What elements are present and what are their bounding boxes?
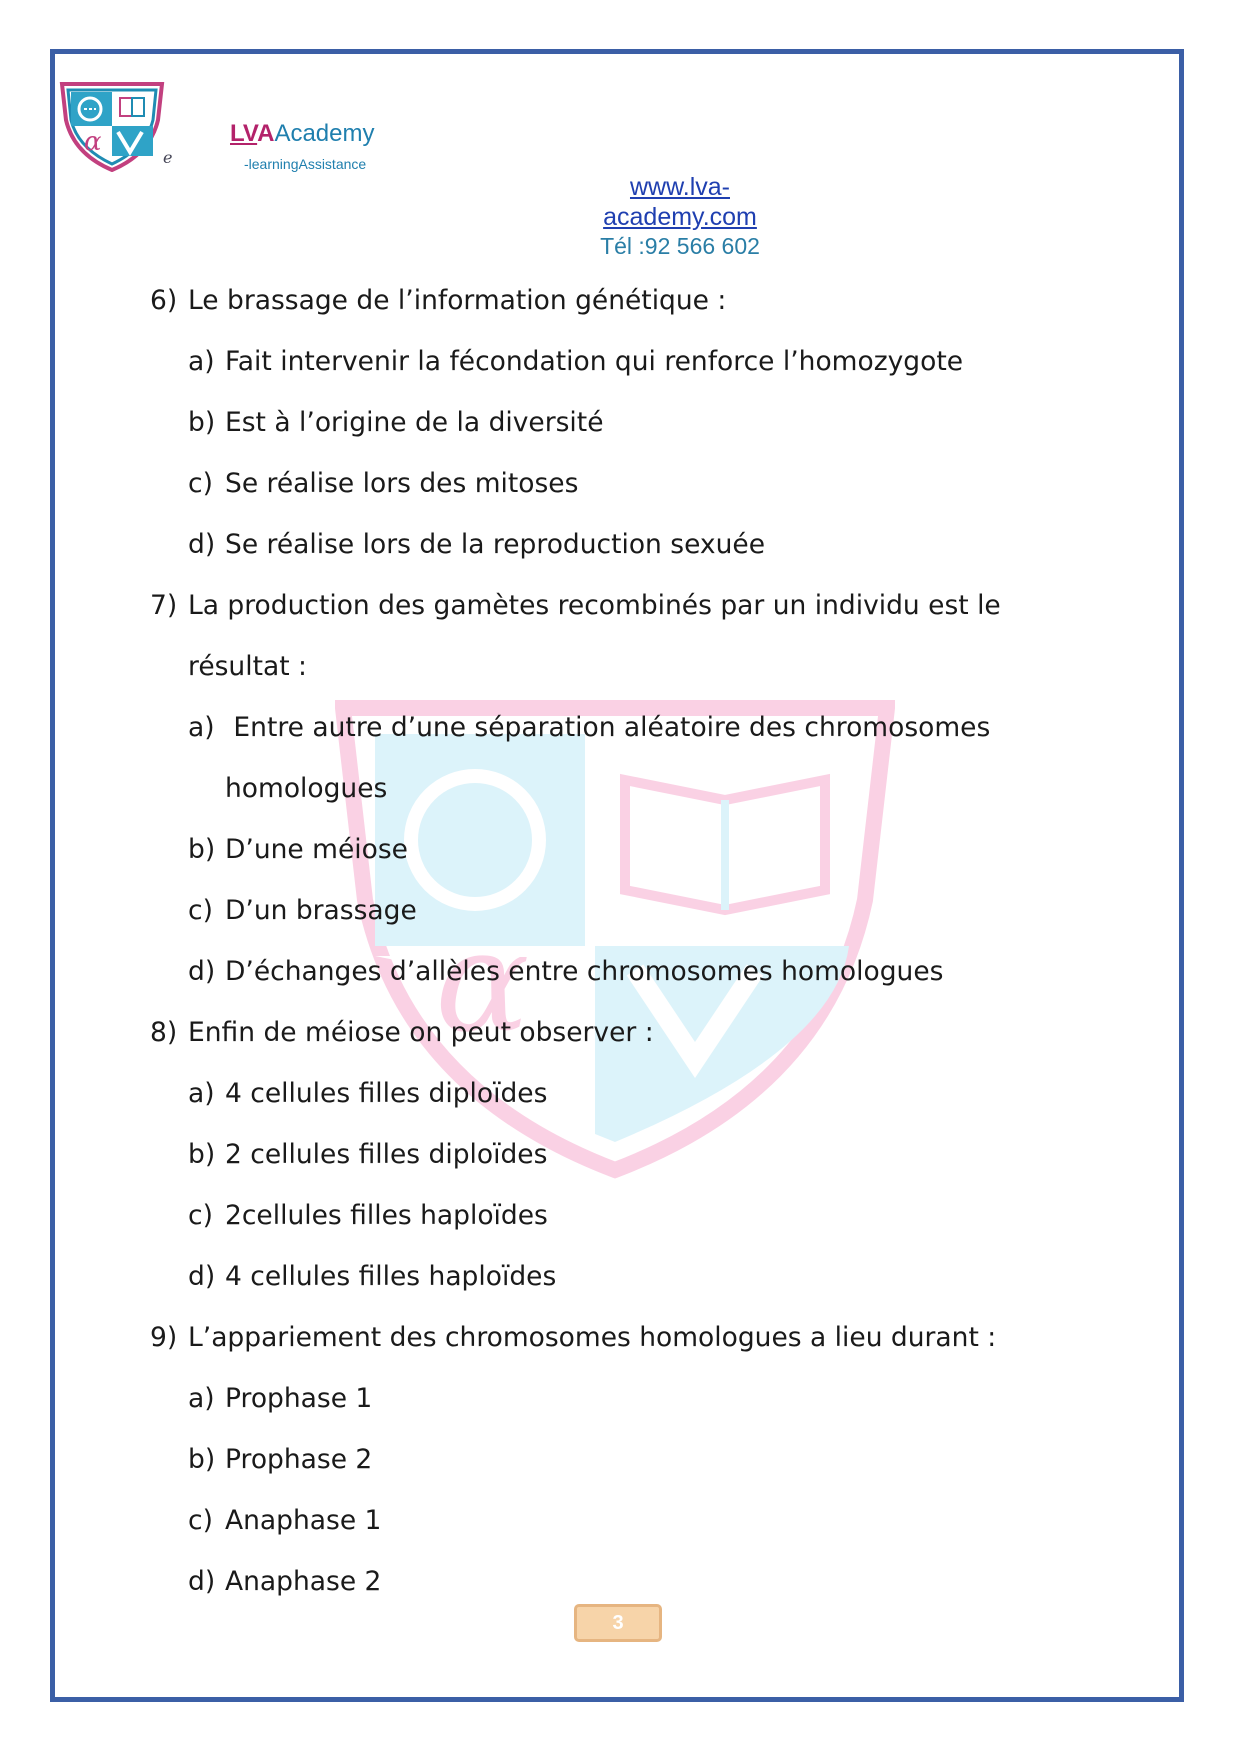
option-letter: c)	[188, 895, 213, 926]
option-letter: d)	[188, 1261, 216, 1292]
option-6c	[150, 453, 1050, 514]
option-letter: b)	[188, 407, 216, 438]
option-text: Se réalise lors de la reproduction sexuée	[225, 529, 766, 560]
question-7-continued	[150, 636, 1050, 697]
question-6	[150, 270, 1050, 331]
option-text: Se réalise lors des mitoses	[225, 468, 579, 499]
quiz-content	[150, 270, 1050, 1612]
option-6a	[150, 331, 1050, 392]
option-letter: c)	[188, 1200, 213, 1231]
contact-block	[560, 172, 800, 260]
option-letter: a)	[188, 346, 215, 377]
question-7	[150, 575, 1050, 636]
option-text: 2cellules filles haploïdes	[225, 1200, 548, 1231]
option-7c	[150, 880, 1050, 941]
website-link[interactable]: www.lva-academy.com	[603, 173, 757, 231]
brand-academy: Academy	[274, 120, 375, 147]
question-9	[150, 1307, 1050, 1368]
option-letter: b)	[188, 834, 216, 865]
question-text: Enfin de méiose on peut observer :	[188, 1017, 654, 1048]
option-8a	[150, 1063, 1050, 1124]
lva-academy-logo	[58, 80, 166, 172]
option-text: D’un brassage	[225, 895, 417, 926]
question-text: La production des gamètes recombinés par un individu est le	[188, 590, 1001, 621]
option-9c	[150, 1490, 1050, 1551]
option-text: D’une méiose	[225, 834, 408, 865]
brand-a: A	[257, 120, 275, 147]
option-7a	[150, 697, 1050, 758]
option-9a	[150, 1368, 1050, 1429]
option-letter: d)	[188, 956, 216, 987]
option-8b	[150, 1124, 1050, 1185]
question-text-continued: résultat :	[188, 651, 307, 682]
question-number: 9)	[150, 1322, 178, 1353]
option-letter: a)	[188, 712, 215, 743]
option-text: Prophase 1	[225, 1383, 373, 1414]
option-letter: b)	[188, 1139, 216, 1170]
option-letter: c)	[188, 1505, 213, 1536]
option-text: Est à l’origine de la diversité	[225, 407, 604, 438]
option-7b	[150, 819, 1050, 880]
question-text: L’appariement des chromosomes homologues a lieu durant :	[188, 1322, 997, 1353]
option-6d	[150, 514, 1050, 575]
svg-text:α: α	[435, 901, 530, 1064]
option-text: Prophase 2	[225, 1444, 373, 1475]
option-letter: a)	[188, 1383, 215, 1414]
question-8	[150, 1002, 1050, 1063]
option-text-continued: homologues	[225, 773, 388, 804]
option-letter: b)	[188, 1444, 216, 1475]
question-number: 6)	[150, 285, 178, 316]
option-8d	[150, 1246, 1050, 1307]
option-text: D’échanges d’allèles entre chromosomes homologues	[225, 956, 944, 987]
option-8c	[150, 1185, 1050, 1246]
option-letter: d)	[188, 1566, 216, 1597]
option-text: Fait intervenir la fécondation qui renforce l’homozygote	[225, 346, 964, 377]
option-letter: d)	[188, 529, 216, 560]
option-text: 4 cellules filles diploïdes	[225, 1078, 548, 1109]
question-number: 8)	[150, 1017, 178, 1048]
option-6b	[150, 392, 1050, 453]
option-text: Anaphase 1	[225, 1505, 382, 1536]
option-letter: c)	[188, 468, 213, 499]
option-text: 2 cellules filles diploïdes	[225, 1139, 548, 1170]
phone-number: Tél :92 566 602	[600, 233, 760, 259]
option-9b	[150, 1429, 1050, 1490]
svg-text:α: α	[84, 127, 102, 157]
brand-lv: LV	[230, 120, 258, 147]
option-9d	[150, 1551, 1050, 1612]
option-text: 4 cellules filles haploïdes	[225, 1261, 557, 1292]
option-letter: a)	[188, 1078, 215, 1109]
page-number-badge: 3	[574, 1604, 662, 1642]
brand-name	[230, 120, 375, 148]
option-text: Entre autre d’une séparation aléatoire des chromosomes	[225, 712, 991, 743]
option-7d	[150, 941, 1050, 1002]
question-text: Le brassage de l’information génétique :	[188, 285, 727, 316]
option-7a-continued	[150, 758, 1050, 819]
question-number: 7)	[150, 590, 178, 621]
brand-tagline: -learningAssistance	[244, 156, 367, 172]
option-text: Anaphase 2	[225, 1566, 382, 1597]
logo-e-letter: e	[163, 148, 173, 167]
